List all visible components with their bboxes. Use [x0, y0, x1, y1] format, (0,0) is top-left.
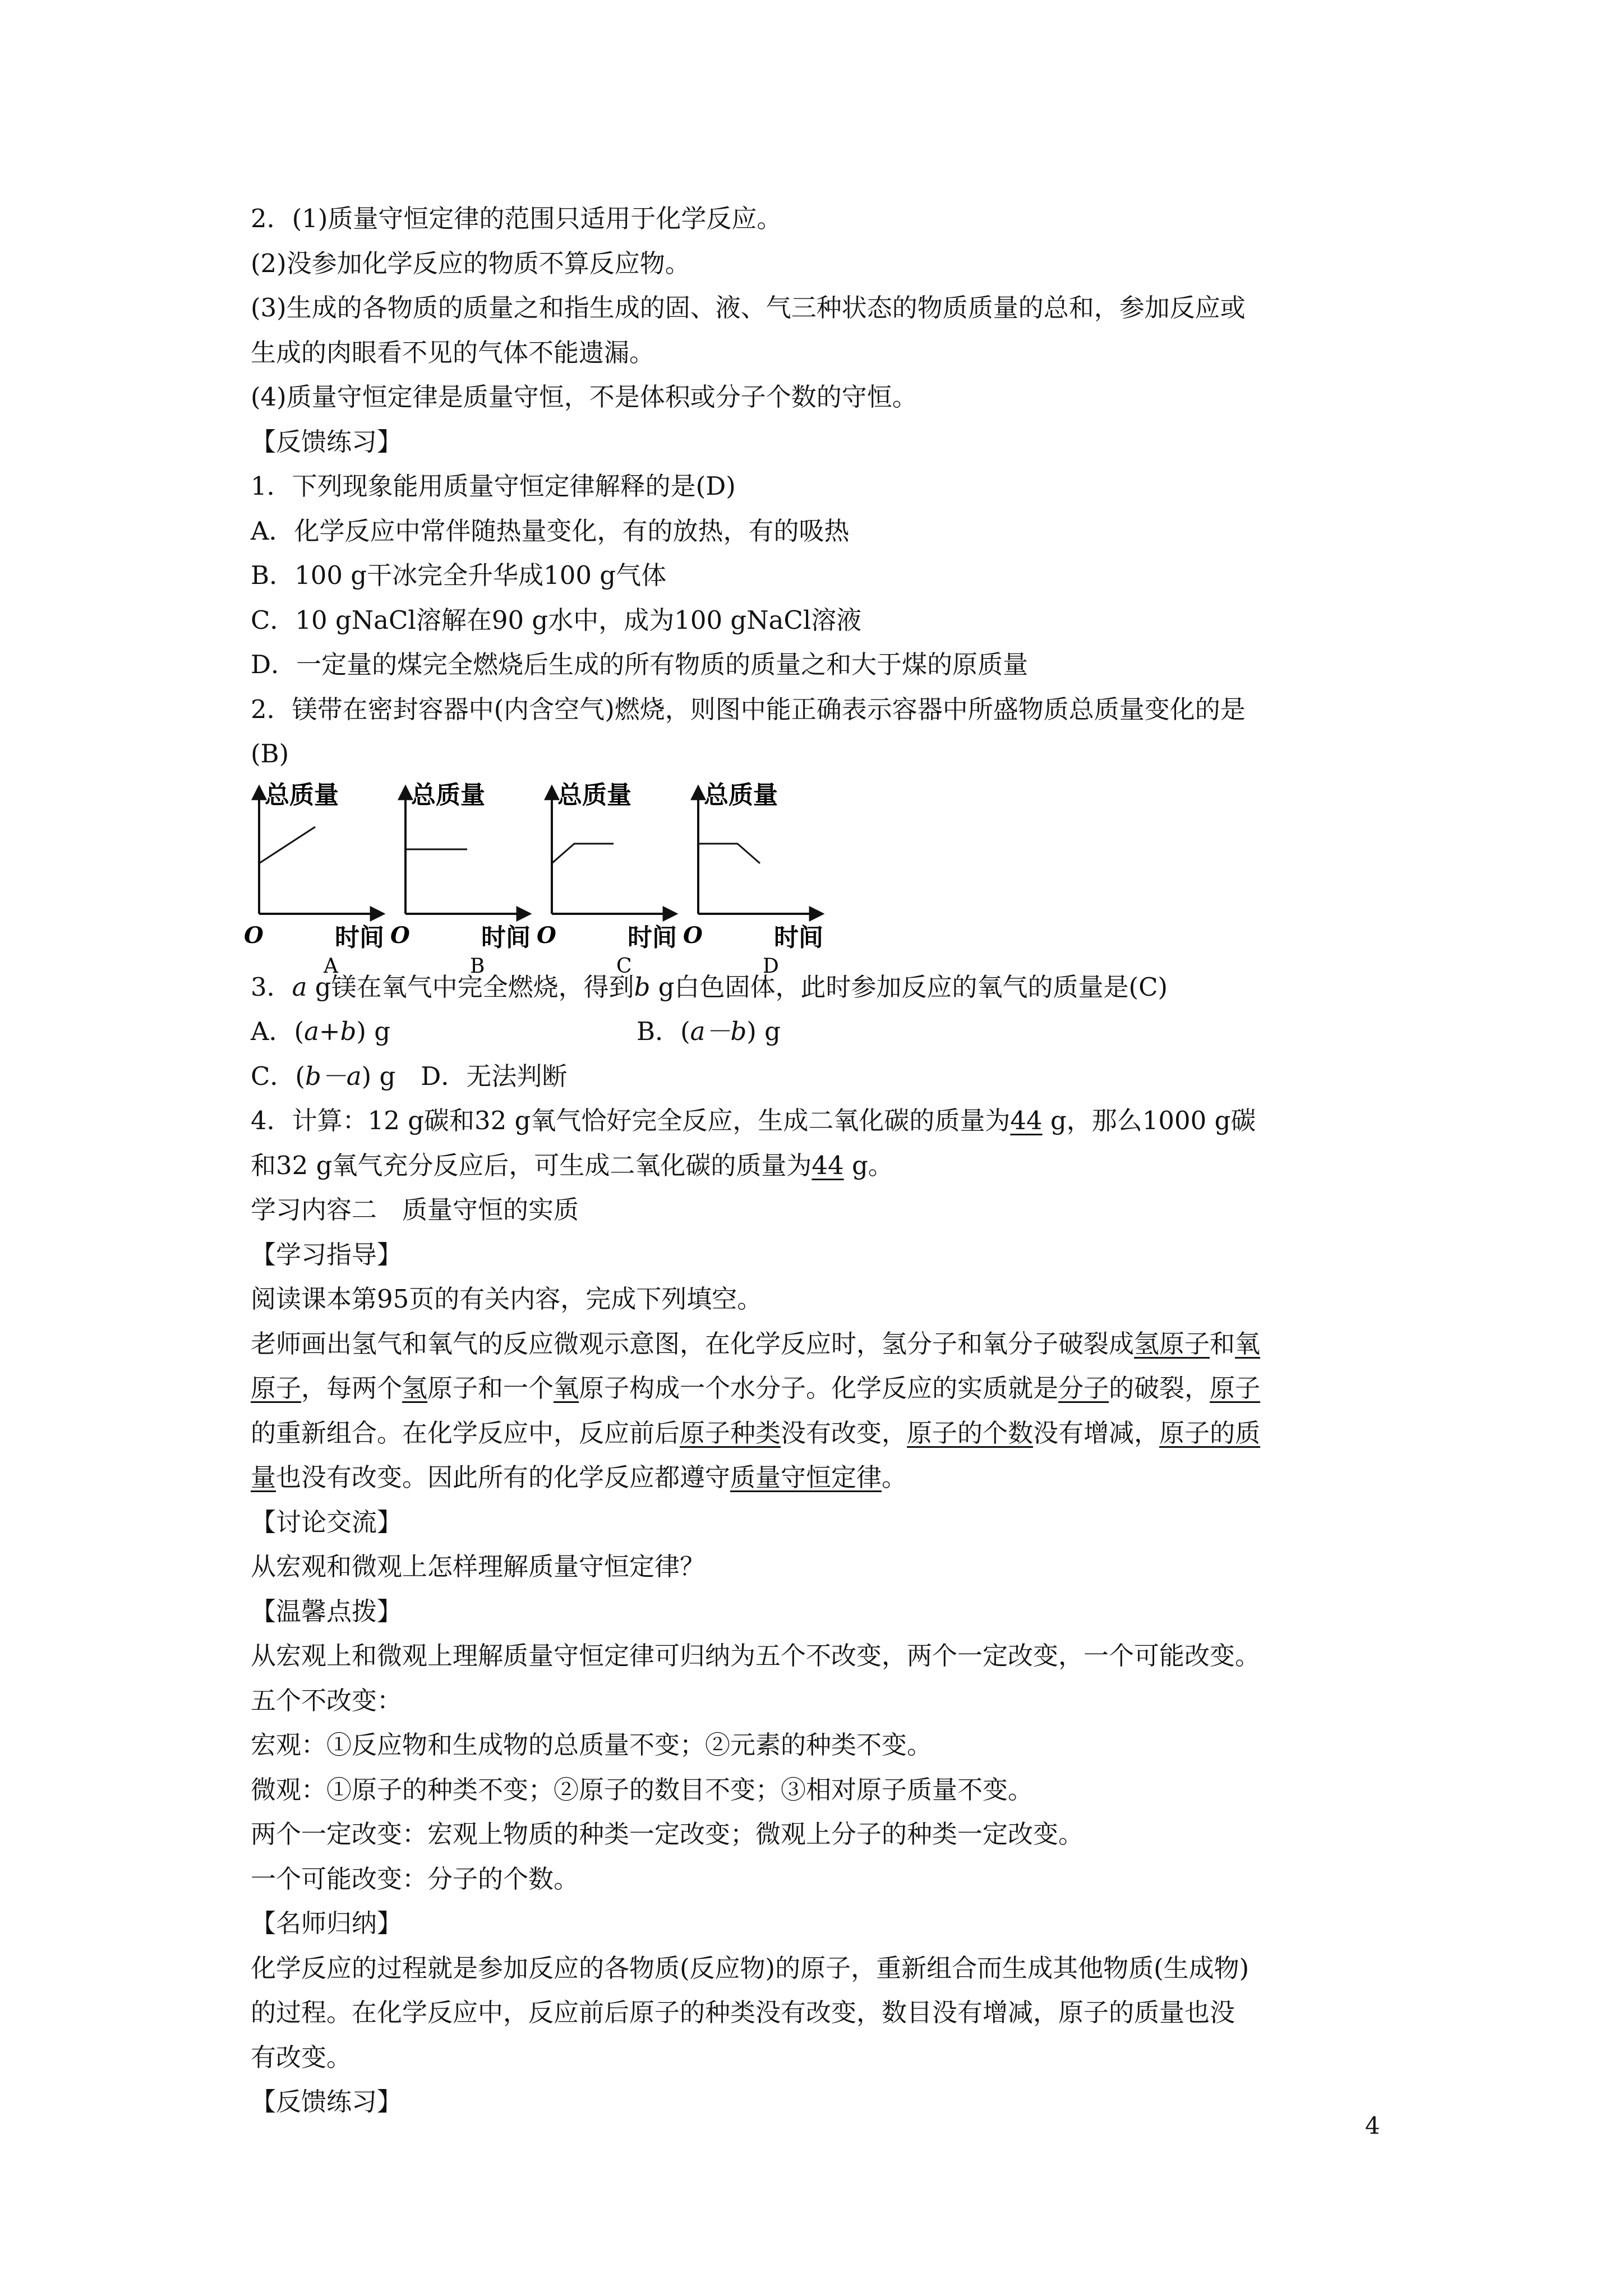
section-heading: 【讨论交流】 — [251, 1507, 403, 1537]
text-line: 一个可能改变：分子的个数。 — [251, 1864, 579, 1894]
mass-line — [259, 827, 315, 863]
option-label: B — [470, 954, 485, 978]
text-line: 五个不改变： — [251, 1685, 403, 1715]
section-title: 学习内容二 质量守恒的实质 — [251, 1195, 579, 1225]
option-label: A — [324, 954, 338, 978]
question-3: 3．a g镁在氧气中完全燃烧，得到b g白色固体，此时参加反应的氧气的质量是(C) — [251, 972, 1168, 1002]
question-3-options-ab — [251, 1009, 1406, 1054]
answer-blank: 44 — [1010, 1106, 1043, 1135]
text-line: 微观：①原子的种类不变；②原子的数目不变；③相对原子质量不变。 — [251, 1774, 1034, 1805]
question-1: 1．下列现象能用质量守恒定律解释的是(D) — [251, 471, 736, 501]
y-axis-label: 总质量 — [557, 780, 631, 809]
y-axis-label: 总质量 — [411, 780, 485, 809]
text-line: 从宏观和微观上怎样理解质量守恒定律？ — [251, 1552, 706, 1581]
option-b: B．100 g干冰完全升华成100 g气体 — [251, 560, 667, 590]
text-line: 两个一定改变：宏观上物质的种类一定改变；微观上分子的种类一定改变。 — [251, 1819, 1084, 1849]
graph-c — [537, 781, 677, 978]
text-line: (3)生成的各物质的质量之和指生成的固、液、气三种状态的物质质量的总和，参加反应或 — [251, 293, 1246, 323]
option-a: A．化学反应中常伴随热量变化，有的放热，有的吸热 — [251, 516, 850, 546]
y-axis-label: 总质量 — [704, 780, 778, 809]
document-body — [244, 196, 1406, 2124]
option-b: B．(a－b) g — [637, 1016, 781, 1046]
option-label: D — [763, 954, 779, 978]
text-line: 有改变。 — [251, 2042, 352, 2072]
section-heading: 【温馨点拨】 — [251, 1596, 403, 1626]
text-line: 阅读课本第95页的有关内容，完成下列填空。 — [251, 1284, 763, 1314]
question-3-options-cd: C．(b－a) g D．无法判断 — [251, 1061, 568, 1091]
graph-b — [390, 781, 531, 978]
text-line: (2)没参加化学反应的物质不算反应物。 — [251, 248, 690, 278]
text-line: 的过程。在化学反应中，反应前后原子的种类没有改变，数目没有增减，原子的质量也没 — [251, 1998, 1235, 2027]
answer-blank: 44 — [811, 1150, 844, 1180]
mass-line — [552, 844, 614, 863]
question-2: 2．镁带在密封容器中(内含空气)燃烧，则图中能正确表示容器中所盛物质总质量变化的是 — [251, 694, 1246, 724]
x-axis-label: 时间 — [481, 923, 531, 952]
option-label: C — [616, 954, 632, 978]
text-line: 2．(1)质量守恒定律的范围只适用于化学反应。 — [251, 204, 782, 233]
text-line: 化学反应的过程就是参加反应的各物质(反应物)的原子，重新组合而生成其他物质(生成物) — [251, 1953, 1249, 1983]
graph-d — [683, 781, 823, 978]
graphs-figure — [244, 776, 1406, 978]
section-heading: 【学习指导】 — [251, 1239, 403, 1269]
x-axis-label: 时间 — [335, 923, 384, 952]
question-2-answer: (B) — [251, 739, 289, 769]
fill-line-2: 原子，每两个氢原子和一个氧原子构成一个水分子。化学反应的实质就是分子的破裂，原子 — [251, 1373, 1261, 1403]
text-line: 宏观：①反应物和生成物的总质量不变；②元素的种类不变。 — [251, 1730, 933, 1760]
text-line: 从宏观上和微观上理解质量守恒定律可归纳为五个不改变，两个一定改变，一个可能改变。 — [251, 1641, 1261, 1671]
fill-line-4: 量也没有改变。因此所有的化学反应都遵守质量守恒定律。 — [251, 1462, 907, 1492]
origin-label: O — [244, 922, 264, 949]
option-d: D．一定量的煤完全燃烧后生成的所有物质的质量之和大于煤的原质量 — [251, 650, 1029, 679]
origin-label: O — [683, 922, 703, 949]
option-a: A．(a+b) g — [251, 1016, 391, 1046]
section-heading: 【反馈练习】 — [251, 2087, 403, 2116]
option-c: C．10 gNaCl溶解在90 g水中，成为100 gNaCl溶液 — [251, 605, 862, 635]
origin-label: O — [537, 922, 556, 949]
text-line: 生成的肉眼看不见的气体不能遗漏。 — [251, 337, 655, 367]
y-axis-label: 总质量 — [265, 780, 339, 809]
question-4: 4．计算：12 g碳和32 g氧气恰好完全反应，生成二氧化碳的质量为44 g，那么1000 g碳 — [251, 1106, 1256, 1135]
text-line: (4)质量守恒定律是质量守恒，不是体积或分子个数的守恒。 — [251, 382, 917, 412]
page-number: 4 — [1365, 2112, 1380, 2139]
section-heading: 【名师归纳】 — [251, 1908, 403, 1938]
section-heading: 【反馈练习】 — [251, 426, 403, 457]
fill-line-3: 的重新组合。在化学反应中，反应前后原子种类没有改变，原子的个数没有增减，原子的质 — [251, 1418, 1261, 1448]
mass-line — [698, 844, 760, 863]
fill-line-1: 老师画出氢气和氧气的反应微观示意图，在化学反应时，氢分子和氧分子破裂成氢原子和氧 — [251, 1328, 1261, 1359]
question-4-cont: 和32 g氧气充分反应后，可生成二氧化碳的质量为44 g。 — [251, 1150, 893, 1180]
mass-time-graphs — [244, 776, 1406, 978]
origin-label: O — [390, 922, 410, 949]
graph-a — [244, 781, 384, 978]
x-axis-label: 时间 — [628, 923, 677, 952]
x-axis-label: 时间 — [774, 923, 823, 952]
